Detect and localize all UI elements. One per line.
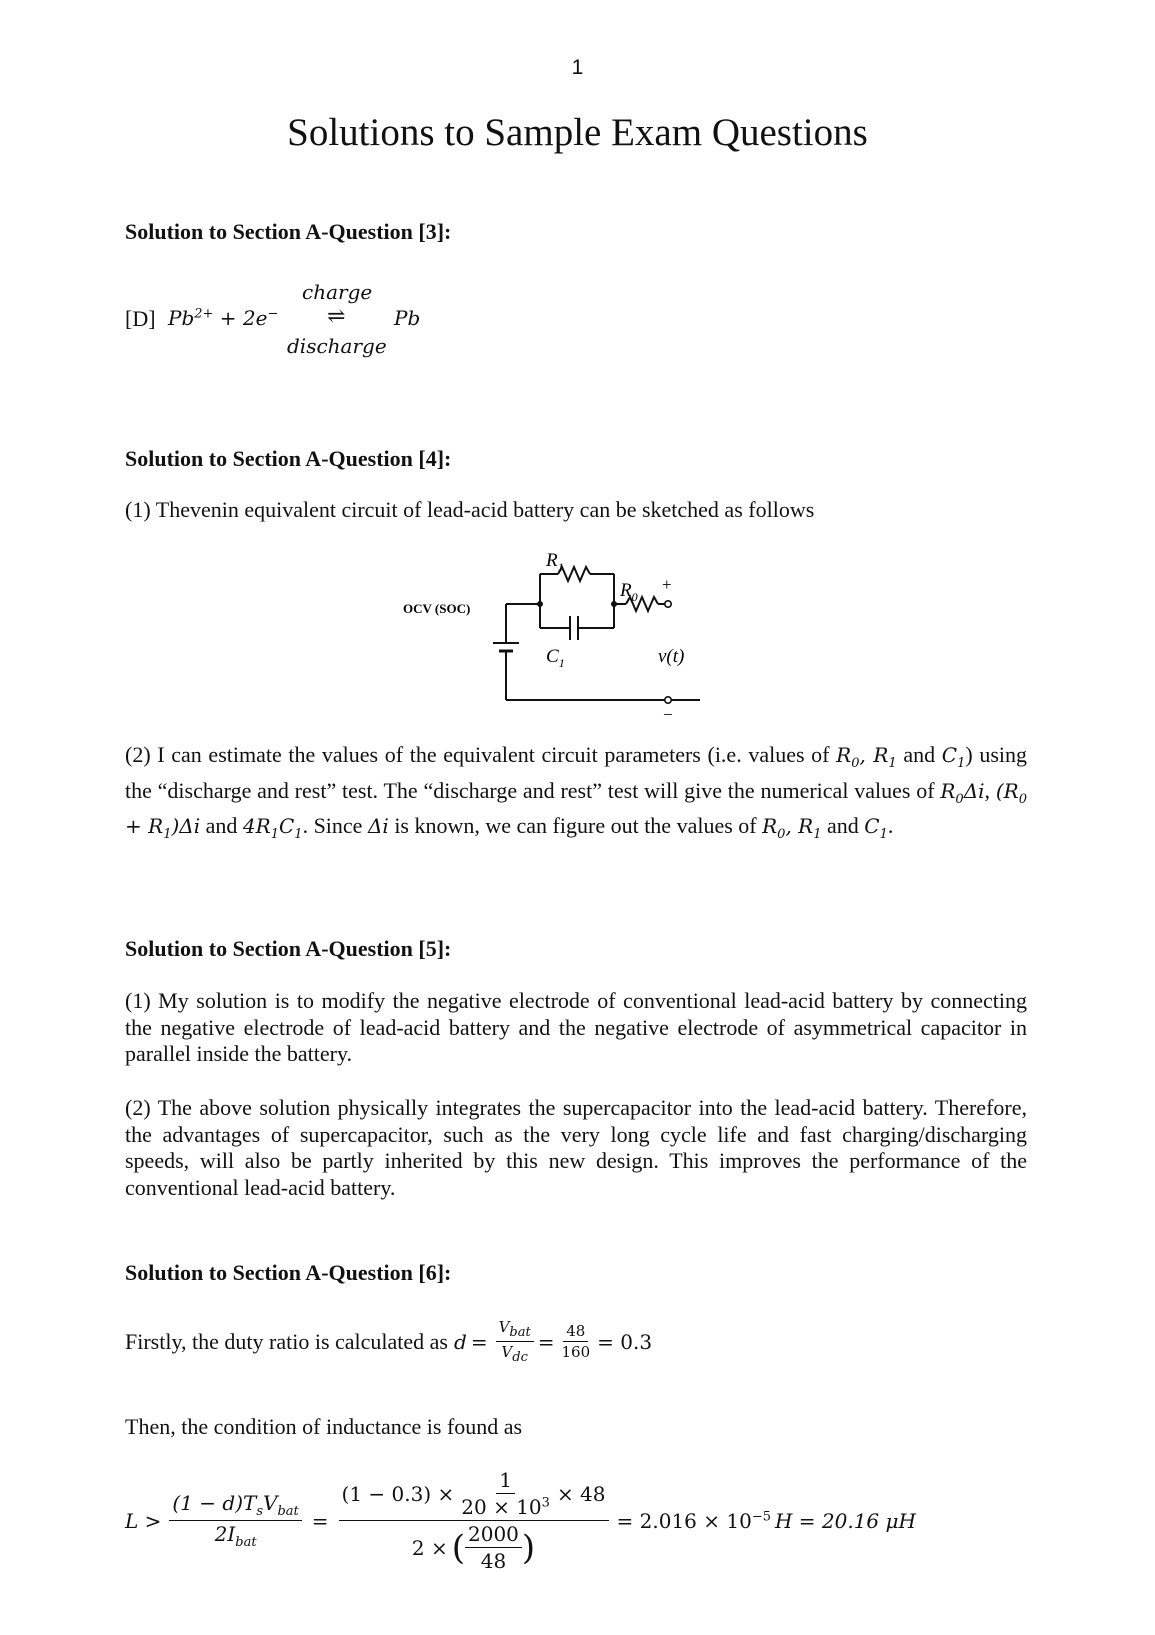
- label-r0: $R_0$: [620, 580, 638, 604]
- heading-q4: Solution to Section A-Question [4]:: [125, 446, 452, 471]
- heading-q3: Solution to Section A-Question [3]:: [125, 219, 452, 244]
- q4-paragraph-1: (1) Thevenin equivalent circuit of lead-acid battery can be sketched as follows: [125, 497, 815, 522]
- q6-inductance-equation: L > $\frac{(1 - d)T_sV_{bat}}{2I_{bat}}$ = (1 − 0.3) × $\frac{1}{20 \times 10^3}$ × 48 2 × ( $\frac{2000}{48}$ ) = $2.016 \times 10^{-5}$ H = 20.16 μH: [125, 1468, 916, 1573]
- circuit-node: [537, 601, 543, 607]
- thevenin-circuit-diagram: [400, 540, 730, 720]
- q5-paragraph-2: (2) The above solution physically integrates the supercapacitor into the lead-acid battery. Therefore, the advantages of supercapacitor, such as the very long cycle life and fast charging/discharging speeds, will also be partly inherited by this new design. This improves the performance of the conventional lead-acid battery.: [125, 1095, 1027, 1200]
- label-plus: +: [662, 575, 672, 594]
- label-c1: $C_1$: [546, 646, 565, 670]
- q3-under-arrow: discharge: [287, 334, 387, 358]
- q4-paragraph-2: (2) I can estimate the values of the equivalent circuit parameters (i.e. values of $R_0$, $R_1$ and $C_1$) using the “discharge and rest” test. The “discharge and rest” test will give the numerical values of $R_0\Delta i$, $(R_0 + R_1)\Delta i$ and $4R_1C_1$. Since Δi is known, we can figure out the values of $R_0$, $R_1$ and $C_1$.: [125, 742, 1028, 842]
- circuit-node: [611, 601, 617, 607]
- page-title: Solutions to Sample Exam Questions: [287, 111, 868, 154]
- q5-paragraph-1: (1) My solution is to modify the negative electrode of conventional lead-acid battery by connecting the negative electrode of lead-acid battery and the negative electrode of asymmetrical capacitor in parallel inside the battery.: [125, 988, 1027, 1066]
- label-r1: $R_1$: [546, 550, 564, 574]
- page-number: 1: [571, 56, 584, 79]
- heading-q6: Solution to Section A-Question [6]:: [125, 1260, 452, 1285]
- label-ocv: OCV (SOC): [403, 601, 471, 616]
- q3-over-arrow: charge: [302, 280, 373, 304]
- terminal-positive: [665, 601, 671, 607]
- q6-then-text: Then, the condition of inductance is found as: [125, 1414, 523, 1439]
- label-vt: v(t): [658, 646, 685, 667]
- q3-answer-label: [D]: [125, 306, 156, 331]
- q6-duty-ratio: Firstly, the duty ratio is calculated as d = $\frac{V_{bat}}{V_{dc}}$ = $\frac{48}{160}$ = 0.3: [125, 1318, 653, 1365]
- q3-product: Pb: [394, 306, 421, 330]
- q3-equilibrium-arrow: ⇌: [327, 304, 346, 329]
- heading-q5: Solution to Section A-Question [5]:: [125, 936, 452, 961]
- label-minus: −: [663, 705, 673, 720]
- q3-reactants: $Pb^{2+} + 2e^-$: [168, 306, 279, 330]
- terminal-negative: [665, 697, 671, 703]
